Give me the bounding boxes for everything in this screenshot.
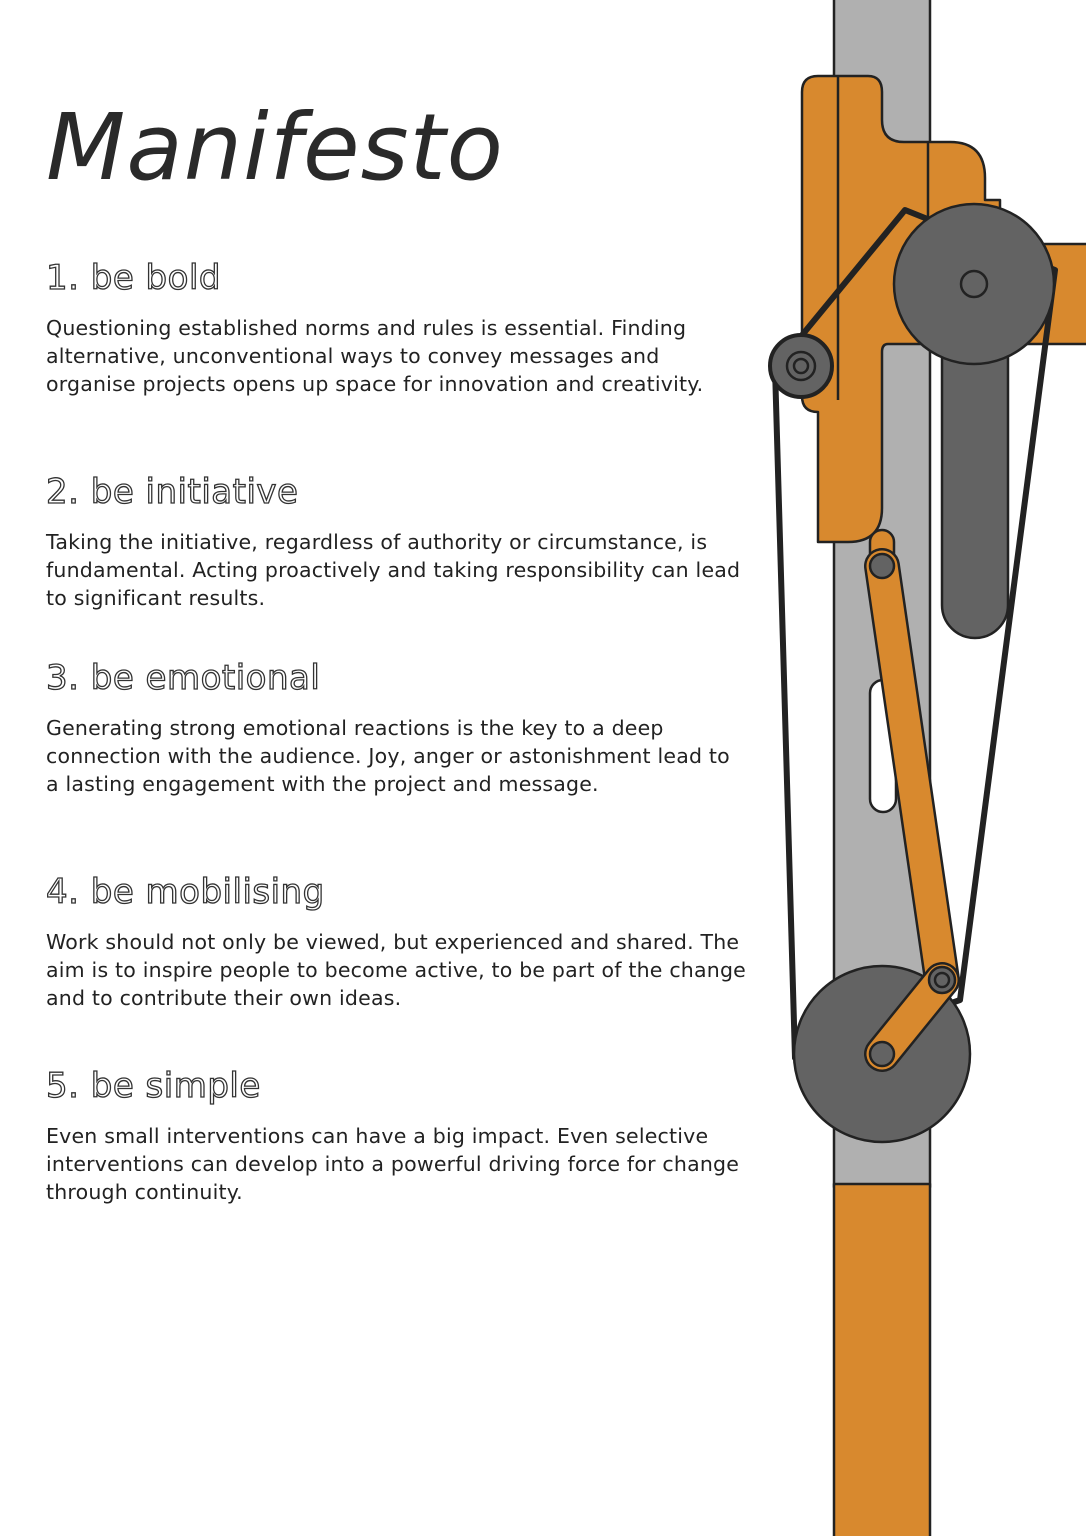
idler-pulley-hub — [794, 359, 808, 373]
principle-body: Even small interventions can have a big impact. Even selective interventions can develop into a powerful driving force for change through continuity. — [46, 1124, 740, 1204]
principle-heading: 4. be mobilising — [46, 872, 325, 912]
principle-body: Generating strong emotional reactions is the key to a deep connection with the audience. Joy, anger or astonishment lead to a lasting engagement with the project and message. — [46, 716, 730, 796]
principle-body: Questioning established norms and rules is essential. Finding alternative, unconventional ways to convey messages and organise projects opens up space for innovation and creativity. — [46, 316, 704, 396]
principle-heading: 1. be bold — [46, 258, 221, 298]
lower-orange-column — [834, 1184, 930, 1536]
pivot-pin — [870, 554, 894, 578]
principle-heading: 5. be simple — [46, 1066, 261, 1106]
pivot-pin — [870, 1042, 894, 1066]
principle-body: Work should not only be viewed, but experienced and shared. The aim is to inspire people to become active, to be part of the change and to contribute their own ideas. — [46, 930, 746, 1010]
pivot-pin-inner — [935, 973, 949, 987]
page-title: Manifesto — [46, 94, 504, 201]
principle-heading: 3. be emotional — [46, 658, 321, 698]
principle-body: Taking the initiative, regardless of authority or circumstance, is fundamental. Acting proactively and taking responsibility can lead to significant results. — [46, 530, 741, 610]
principle-heading: 2. be initiative — [46, 472, 299, 512]
top-pulley — [894, 204, 1054, 364]
